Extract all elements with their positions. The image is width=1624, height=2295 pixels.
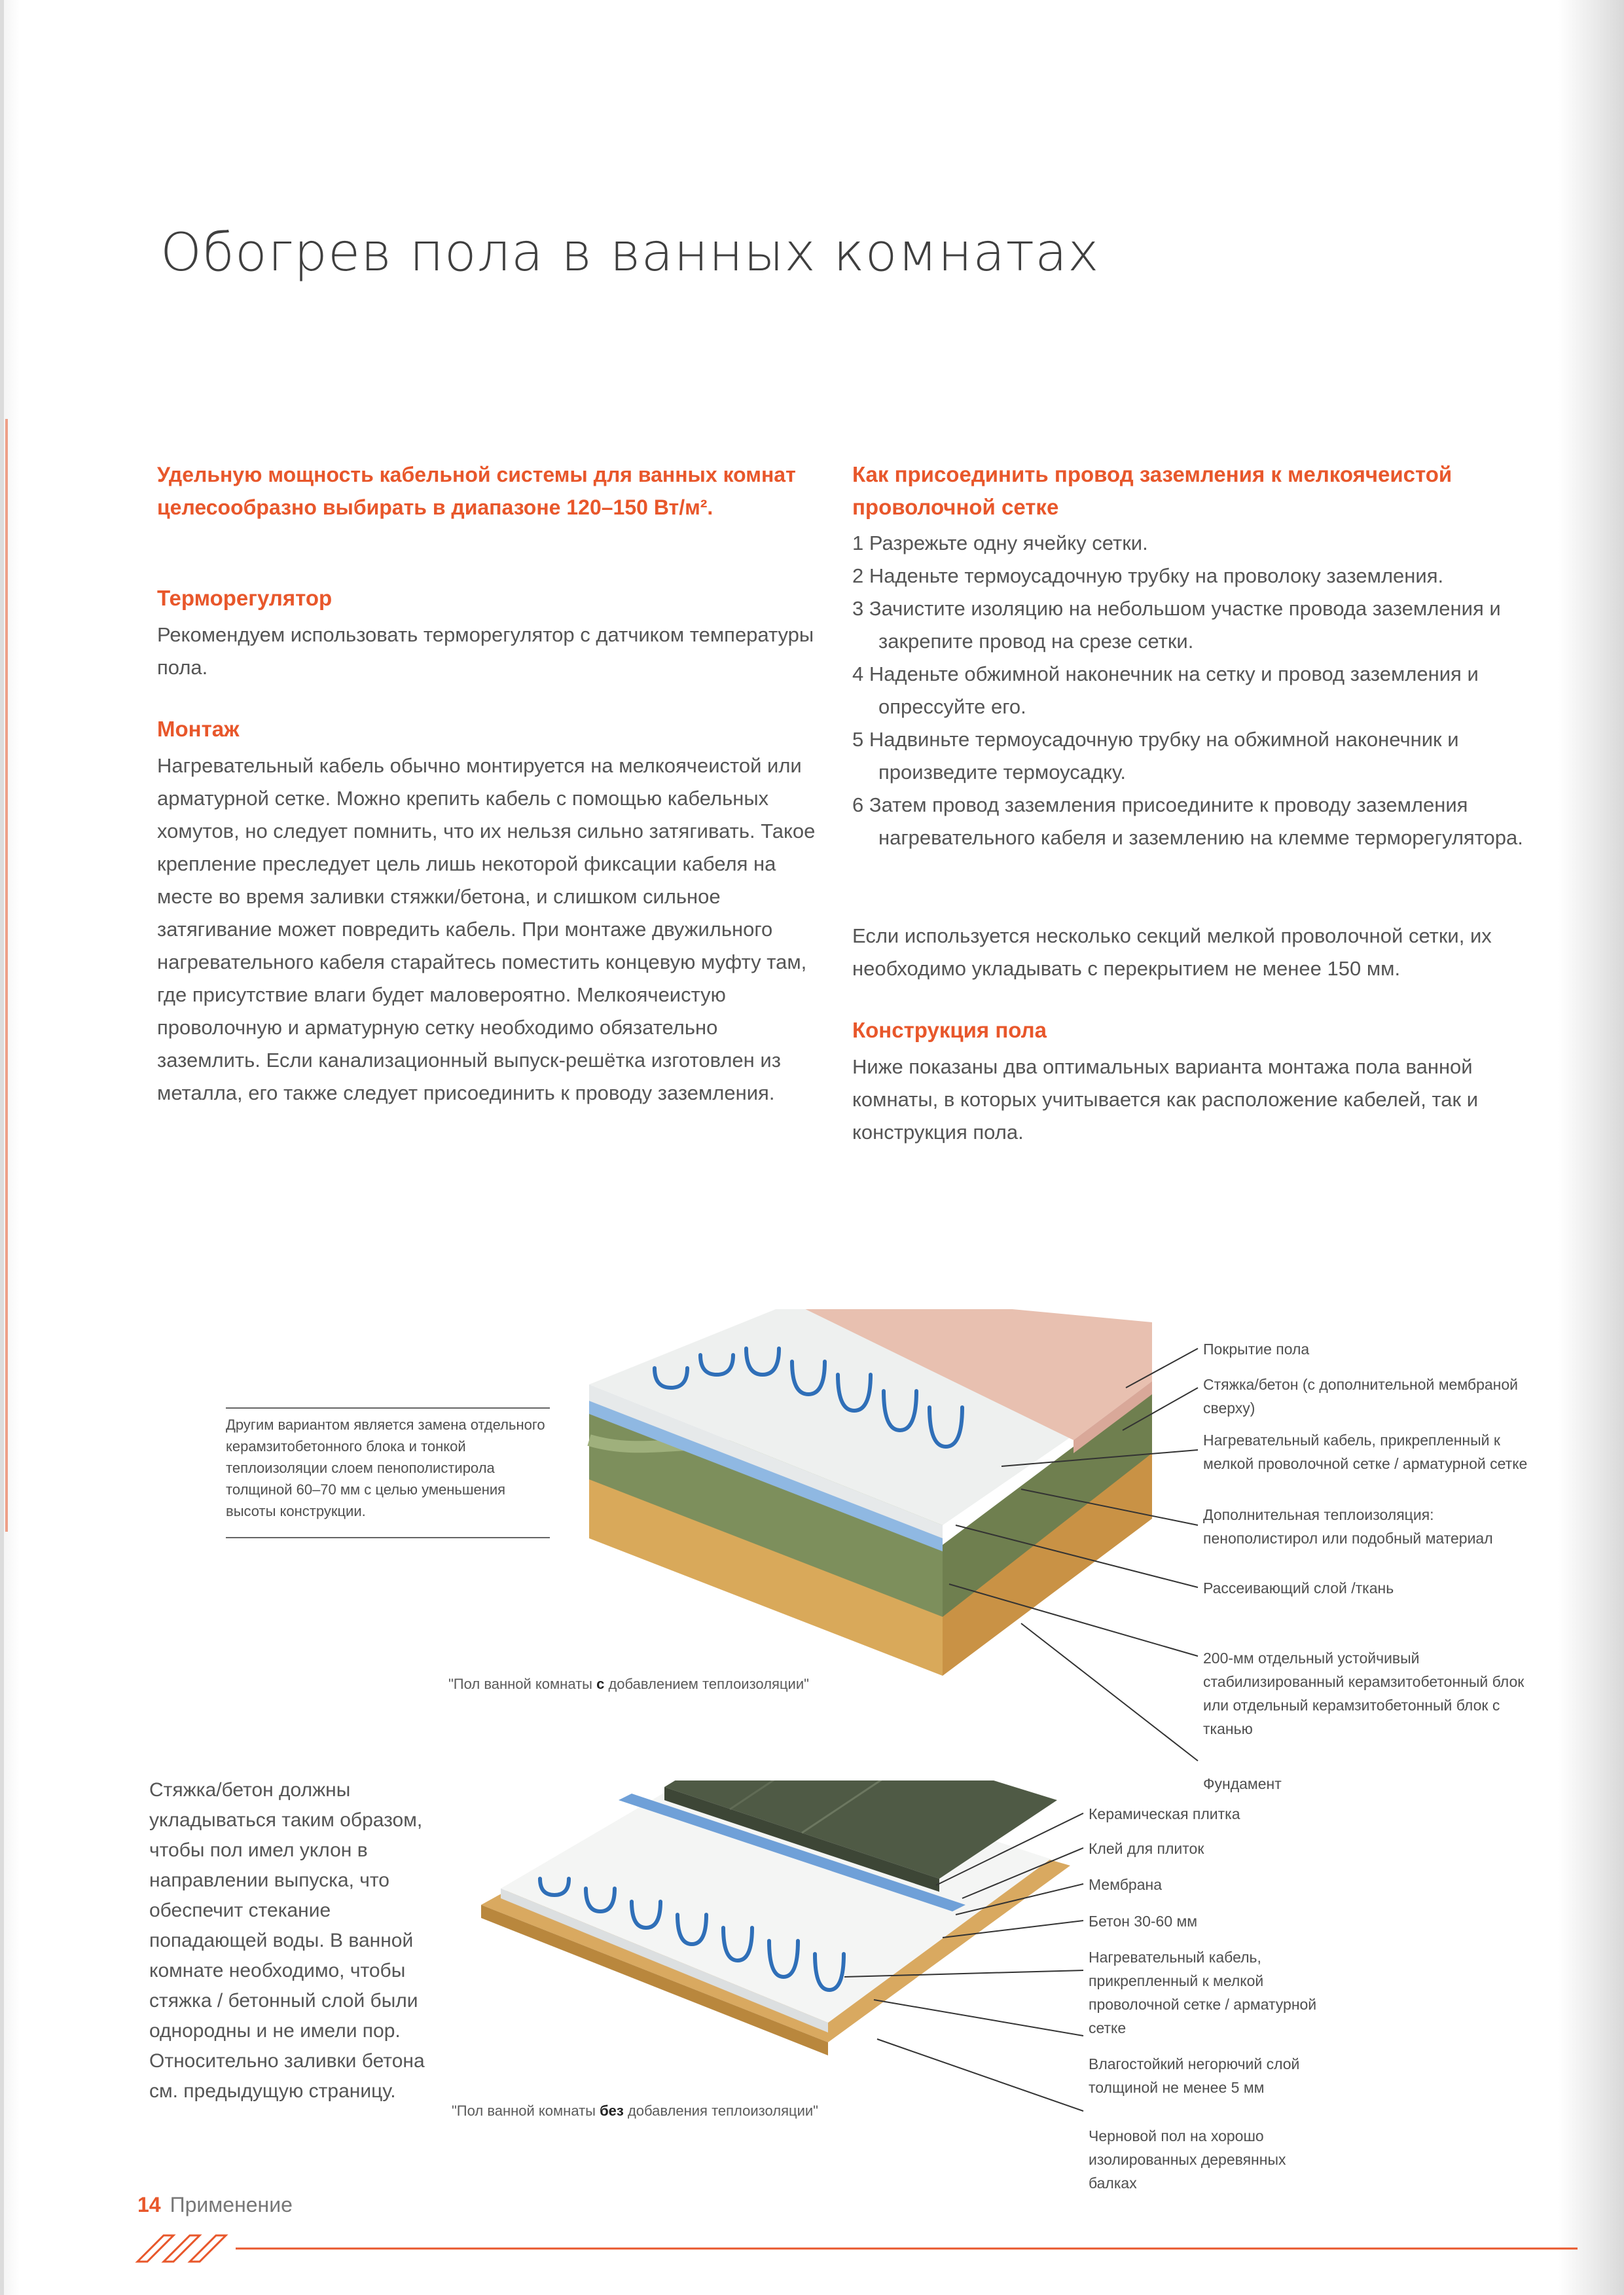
label-floor-covering: Покрытие пола [1203, 1341, 1310, 1358]
thermostat-heading: Терморегулятор [157, 586, 333, 610]
mounting-text: Нагревательный кабель обычно монтируется на мелкоячеистой или арматурной сетке. Можно крепить кабель с помощью кабельных хомутов, но следует помнить, что их нельзя сильно затягивать. Такое крепление преследует цель лишь некоторой фиксации кабеля на месте во время заливки стяжки/бетона, и слишком сильное затягивание может повредить кабель. При монтаже двужильного нагревательного кабеля старайтесь поместить концевую муфту там, где присутствие влаги будет маловероятно. Мелкоячеистую проволочную и арматурную сетку необходимо обязательно заземлить. Если канализационный выпуск-решётка изготовлен из металла, его также следует присоединить к проводу заземления. [157, 754, 816, 1104]
construction-text: Ниже показаны два оптимальных варианта монтажа пола ванной комнаты, в которых учитывается как расположение кабелей, так и конструкция пола. [852, 1055, 1479, 1144]
label-heating-cable-2: Нагревательный кабель, прикрепленный к мелкой проволочной сетке / арматурной сетке [1089, 1949, 1317, 2036]
grounding-step: 2 Наденьте термоусадочную трубку на проволоку заземления. [852, 564, 1444, 587]
note-divider-bottom [226, 1537, 550, 1538]
page-footer [137, 2193, 293, 2217]
label-extra-insulation: Дополнительная теплоизоляция: пенополистирол или подобный материал [1203, 1506, 1493, 1547]
grounding-step: 4 Наденьте обжимной наконечник на сетку и провод заземления и опрессуйте его. [852, 662, 1479, 718]
grounding-step: 6 Затем провод заземления присоедините к проводу заземления нагревательного кабеля и заземлению на клемме терморегулятора. [852, 793, 1523, 849]
page-number: 14 [137, 2193, 161, 2216]
label-moisture-layer: Влагостойкий негорючий слой толщиной не менее 5 мм [1089, 2055, 1300, 2096]
grounding-step: 1 Разрежьте одну ячейку сетки. [852, 532, 1148, 554]
label-concrete: Бетон 30-60 мм [1089, 1913, 1198, 1930]
left-margin-decoration [0, 0, 20, 2295]
intro-text: Удельную мощность кабельной системы для ванных комнат целесообразно выбирать в диапазоне 120–150 Вт/м². [157, 463, 796, 519]
page-title: Обогрев пола в ванных комнатах [160, 221, 1100, 283]
grounding-heading: Как присоединить провод заземления к мелкоячеистой проволочной сетке [852, 462, 1453, 519]
mounting-heading: Монтаж [157, 717, 240, 741]
grounding-step: 5 Надвиньте термоусадочную трубку на обжимной наконечник и произведите термоусадку. [852, 728, 1459, 784]
grounding-step: 3 Зачистите изоляцию на небольшом участке провода заземления и закрепите провод на срезе сетки. [852, 597, 1501, 653]
diagram1-note: Другим вариантом является замена отдельного керамзитобетонного блока и тонкой теплоизоляции слоем пенополистирола толщиной 60–70 мм с целью уменьшения высоты конструкции. [226, 1417, 545, 1519]
floor-diagram-with-insulation [576, 1309, 1231, 1676]
label-membrane: Мембрана [1089, 1876, 1163, 1893]
label-heating-cable: Нагревательный кабель, прикрепленный к мелкой проволочной сетке / арматурной сетке [1203, 1432, 1528, 1472]
floor-diagram-without-insulation [481, 1780, 1070, 2055]
diagram1-caption: "Пол ванной комнаты с добавлением теплоизоляции" [448, 1676, 809, 1692]
label-concrete-block: 200-мм отдельный устойчивый стабилизированный керамзитобетонный блок или отдельный керамзитобетонный блок с тканью [1203, 1650, 1525, 1737]
label-foundation: Фундамент [1203, 1775, 1282, 1792]
section-name: Применение [170, 2193, 293, 2216]
note-divider-top [226, 1407, 550, 1409]
diagram2-side-note: Стяжка/бетон должны укладываться таким образом, чтобы пол имел уклон в направлении выпуска, что обеспечит стекание попадающей воды. В ванной комнате необходимо, чтобы стяжка / бетонный слой были однородны и не имели пор. Относительно заливки бетона см. предыдущую страницу. [149, 1779, 425, 2102]
label-tile-adhesive: Клей для плиток [1089, 1840, 1204, 1857]
label-diffusion-layer: Рассеивающий слой /ткань [1203, 1580, 1394, 1597]
grounding-steps [852, 527, 1540, 854]
footer-cable-line-decoration [124, 2226, 1624, 2271]
grounding-note: Если используется несколько секций мелкой проволочной сетки, их необходимо укладывать с перекрытием не менее 150 мм. [852, 924, 1492, 980]
label-ceramic-tile: Керамическая плитка [1089, 1805, 1240, 1822]
label-screed: Стяжка/бетон (с дополнительной мембраной сверху) [1203, 1376, 1519, 1417]
label-subfloor: Черновой пол на хорошо изолированных деревянных балках [1089, 2127, 1286, 2192]
construction-heading: Конструкция пола [852, 1018, 1047, 1042]
diagram2-caption: "Пол ванной комнаты без добавления теплоизоляции" [452, 2103, 818, 2119]
thermostat-text: Рекомендуем использовать терморегулятор с датчиком температуры пола. [157, 623, 814, 679]
